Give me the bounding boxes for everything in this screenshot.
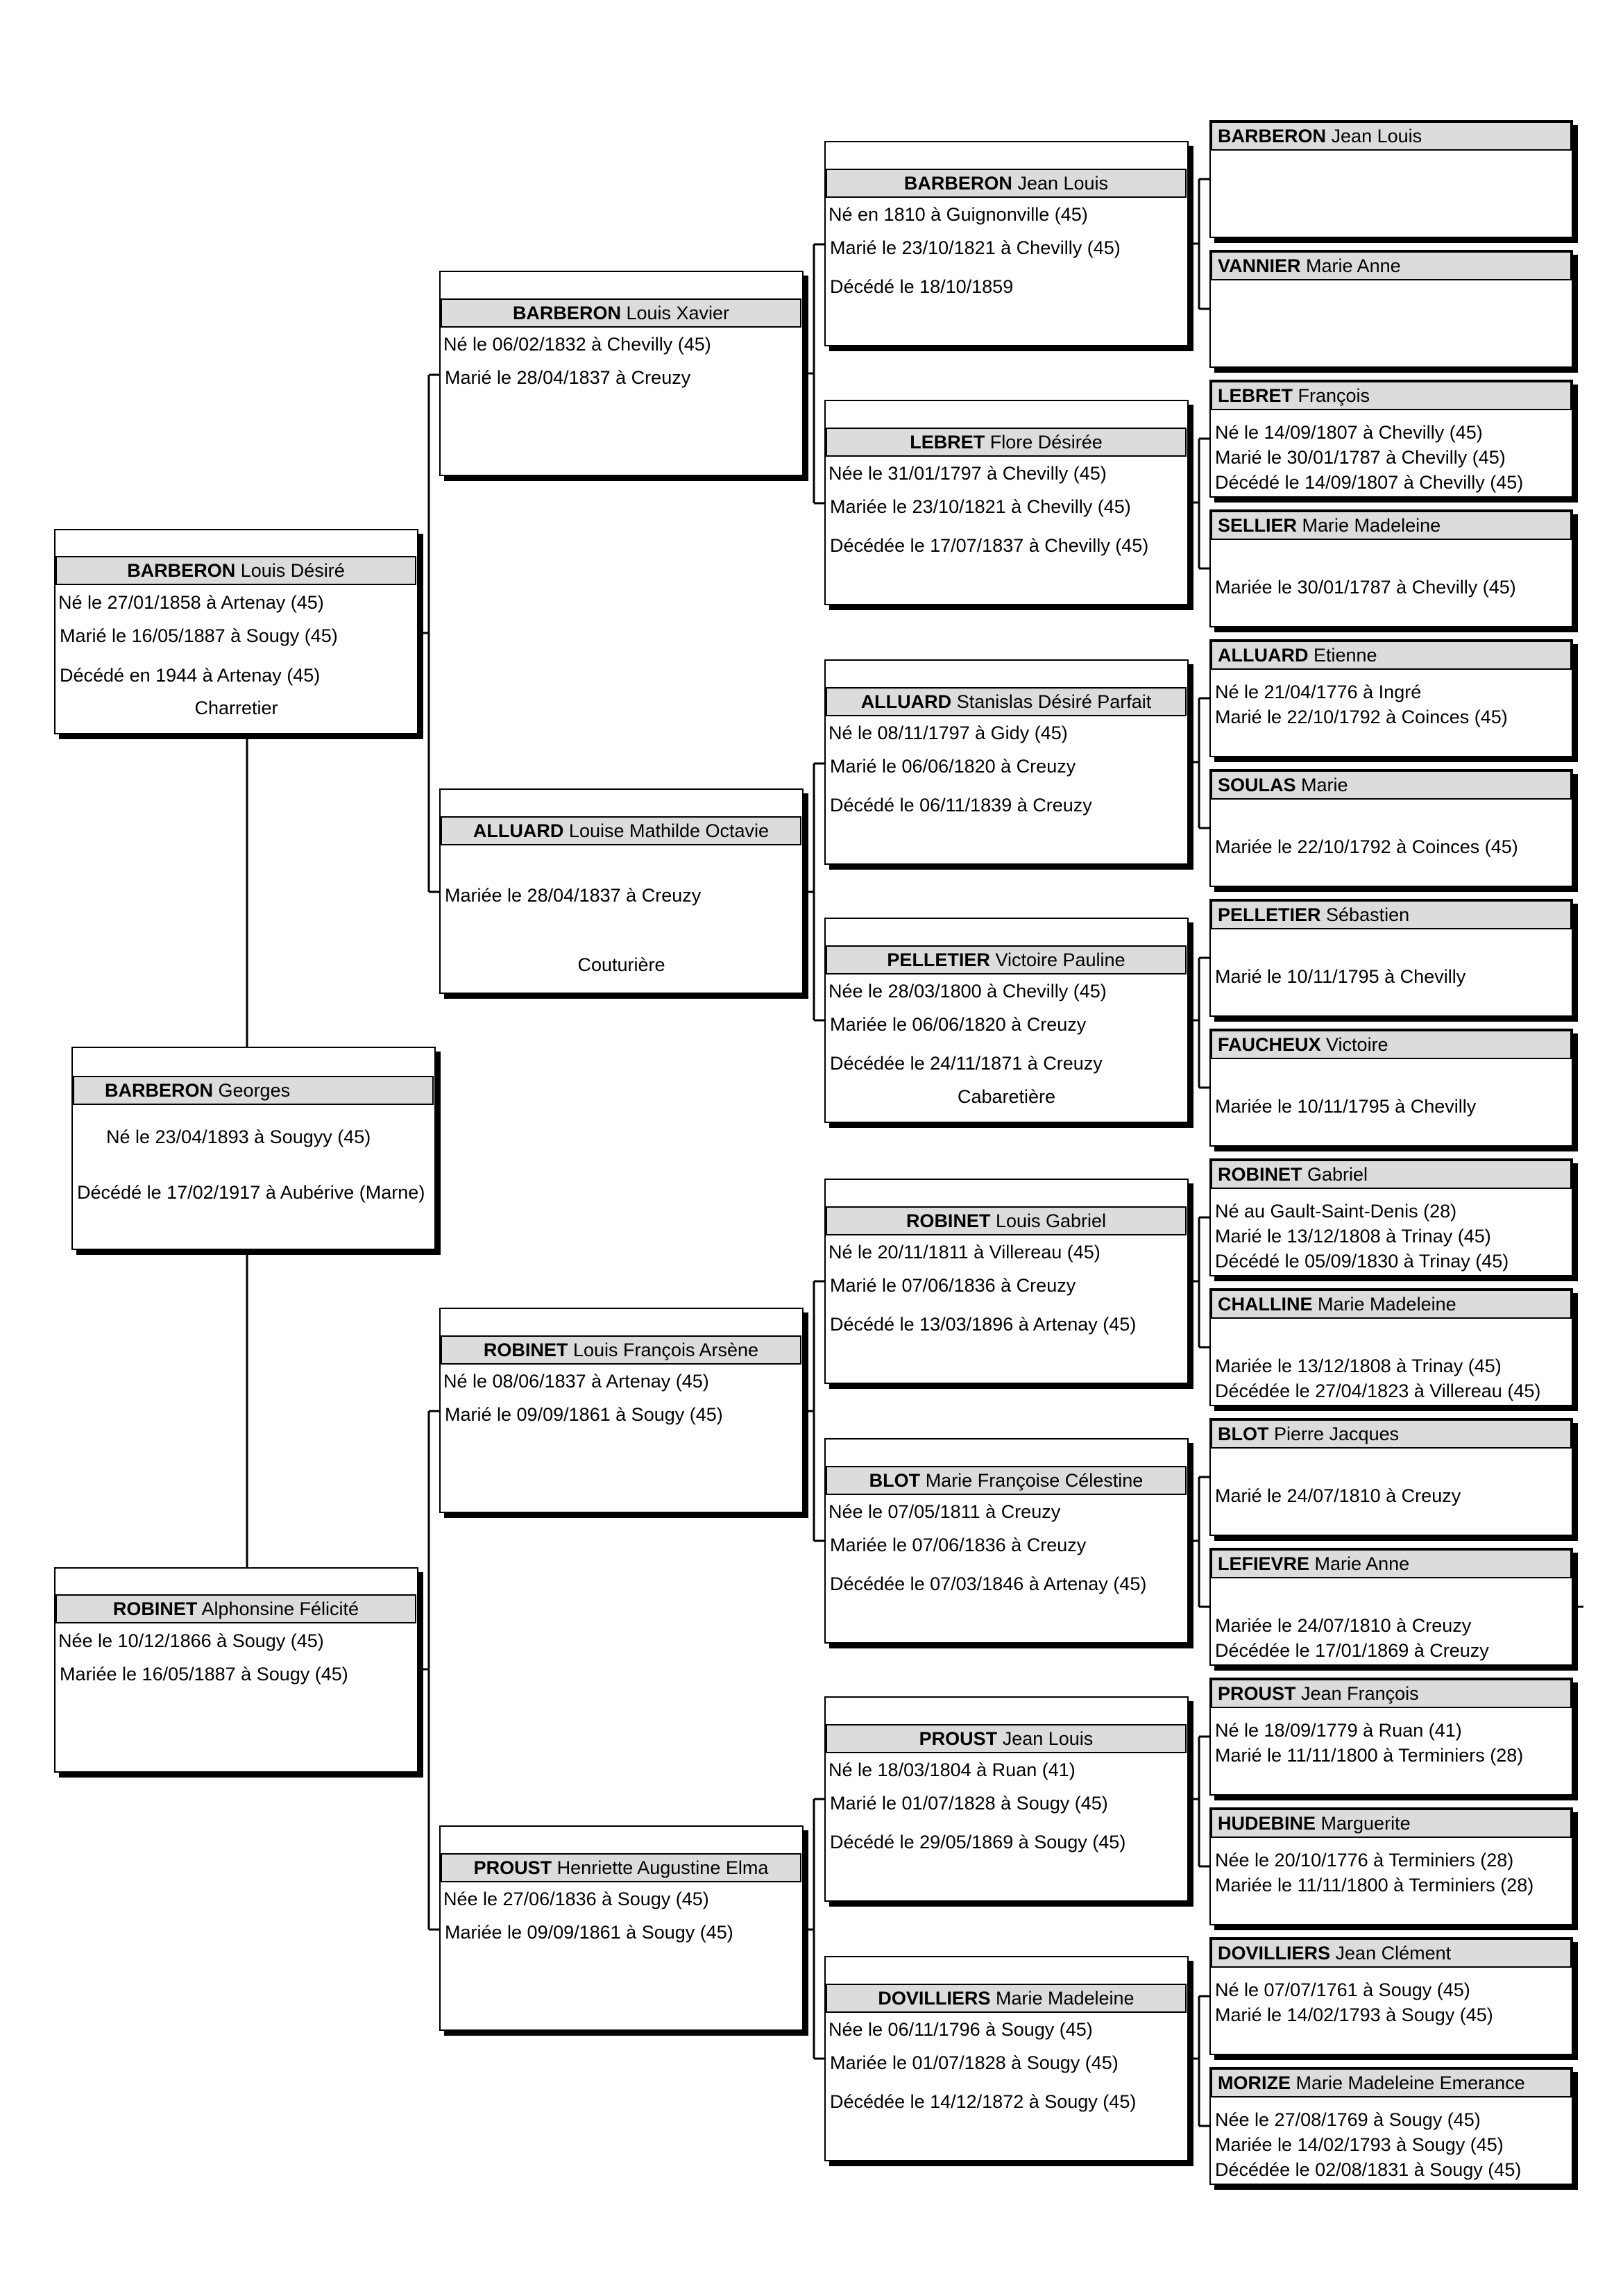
person-card-morize-marie-madeleine-emerance[interactable] — [1209, 2067, 1573, 2185]
person-name-header: SOULAS Marie — [1211, 770, 1572, 800]
birth-line: Née le 28/03/1800 à Chevilly (45) — [829, 981, 1107, 1002]
birth-line: Née le 27/08/1769 à Sougy (45) — [1215, 2109, 1481, 2130]
person-name-header: PROUST Jean François — [1211, 1679, 1572, 1708]
person-card-alluard-etienne[interactable] — [1209, 639, 1573, 757]
death-line: Décédé le 17/02/1917 à Aubérive (Marne) — [77, 1182, 425, 1203]
birth-line: Née le 27/06/1836 à Sougy (45) — [443, 1889, 709, 1909]
birth-line: Né en 1810 à Guignonville (45) — [829, 204, 1088, 225]
person-name-header: BARBERON Louis Désiré — [56, 556, 416, 585]
death-line: Décédée le 07/03/1846 à Artenay (45) — [830, 1573, 1147, 1594]
marriage-line: Marié le 16/05/1887 à Sougy (45) — [60, 625, 338, 646]
person-name-header: PROUST Jean Louis — [826, 1724, 1187, 1753]
person-name-header: PELLETIER Sébastien — [1211, 900, 1572, 929]
person-card-challine-marie-madeleine[interactable] — [1209, 1288, 1573, 1406]
birth-line: Né le 08/11/1797 à Gidy (45) — [829, 723, 1068, 743]
person-name-header: ALLUARD Stanislas Désiré Parfait — [826, 687, 1187, 716]
person-card-vannier-marie-anne[interactable] — [1209, 250, 1573, 368]
death-line: Décédée le 17/07/1837 à Chevilly (45) — [830, 535, 1149, 556]
marriage-line: Mariée le 11/11/1800 à Terminiers (28) — [1215, 1875, 1534, 1896]
death-line: Décédé le 13/03/1896 à Artenay (45) — [830, 1314, 1137, 1335]
person-name-header: BARBERON Louis Xavier — [441, 298, 801, 328]
person-card-proust-jean-louis[interactable] — [824, 1696, 1189, 1902]
person-card-barberon-jean-louis[interactable] — [824, 141, 1189, 346]
person-card-pelletier-victoire-pauline[interactable] — [824, 918, 1189, 1123]
person-name-header: DOVILLIERS Jean Clément — [1211, 1939, 1572, 1968]
marriage-line: Marié le 01/07/1828 à Sougy (45) — [830, 1793, 1108, 1814]
person-card-robinet-alphonsine-felicite[interactable] — [54, 1567, 418, 1773]
death-line: Décédée le 02/08/1831 à Sougy (45) — [1215, 2159, 1522, 2180]
birth-line: Né le 18/09/1779 à Ruan (41) — [1215, 1720, 1462, 1741]
person-card-robinet-louis-gabriel[interactable] — [824, 1179, 1189, 1384]
person-name-header: MORIZE Marie Madeleine Emerance — [1211, 2068, 1572, 2097]
person-name-header: PROUST Henriette Augustine Elma — [441, 1853, 801, 1882]
birth-line: Née le 06/11/1796 à Sougy (45) — [829, 2019, 1093, 2040]
marriage-line: Marié le 24/07/1810 à Creuzy — [1215, 1485, 1461, 1506]
marriage-line: Mariée le 16/05/1887 à Sougy (45) — [60, 1664, 348, 1685]
marriage-line: Mariée le 09/09/1861 à Sougy (45) — [445, 1922, 733, 1943]
marriage-line: Mariée le 24/07/1810 à Creuzy — [1215, 1615, 1472, 1636]
marriage-line: Mariée le 30/01/1787 à Chevilly (45) — [1215, 577, 1516, 598]
birth-line: Né le 23/04/1893 à Sougyy (45) — [106, 1126, 371, 1147]
person-name-header: BLOT Pierre Jacques — [1211, 1419, 1572, 1449]
person-card-barberon-louis-xavier[interactable] — [439, 271, 804, 476]
marriage-line: Mariée le 14/02/1793 à Sougy (45) — [1215, 2134, 1504, 2155]
death-line: Décédée le 17/01/1869 à Creuzy — [1215, 1640, 1489, 1661]
marriage-line: Marié le 23/10/1821 à Chevilly (45) — [830, 237, 1121, 258]
person-card-alluard-louise-mathilde-octavie[interactable] — [439, 788, 804, 994]
marriage-line: Marié le 13/12/1808 à Trinay (45) — [1215, 1226, 1491, 1247]
person-card-barberon-georges[interactable] — [71, 1047, 436, 1250]
person-name-header: ROBINET Gabriel — [1211, 1160, 1572, 1189]
death-line: Décédé le 06/11/1839 à Creuzy — [830, 795, 1092, 816]
marriage-line: Mariée le 22/10/1792 à Coinces (45) — [1215, 836, 1518, 857]
person-name-header: VANNIER Marie Anne — [1211, 251, 1572, 280]
person-name-header: HUDEBINE Marguerite — [1211, 1809, 1572, 1838]
marriage-line: Marié le 09/09/1861 à Sougy (45) — [445, 1404, 723, 1425]
marriage-line: Mariée le 13/12/1808 à Trinay (45) — [1215, 1356, 1502, 1376]
marriage-line: Mariée le 06/06/1820 à Creuzy — [830, 1014, 1087, 1035]
birth-line: Né le 14/09/1807 à Chevilly (45) — [1215, 422, 1483, 443]
marriage-line: Marié le 10/11/1795 à Chevilly — [1215, 966, 1466, 987]
person-name-header: LEBRET Flore Désirée — [826, 428, 1187, 457]
person-card-lebret-francois[interactable] — [1209, 380, 1573, 498]
occupation-line: Charretier — [194, 698, 278, 718]
person-card-barberon-jean-louis-gen5[interactable] — [1209, 120, 1573, 238]
birth-line: Née le 07/05/1811 à Creuzy — [829, 1501, 1061, 1522]
person-name-header: ALLUARD Louise Mathilde Octavie — [441, 816, 801, 845]
birth-line: Né le 07/07/1761 à Sougy (45) — [1215, 1980, 1470, 2000]
marriage-line: Mariée le 10/11/1795 à Chevilly — [1215, 1096, 1477, 1117]
person-card-hudebine-marguerite[interactable] — [1209, 1807, 1573, 1925]
birth-line: Né le 20/11/1811 à Villereau (45) — [829, 1242, 1101, 1263]
occupation-line: Cabaretière — [957, 1086, 1056, 1107]
death-line: Décédée le 14/12/1872 à Sougy (45) — [830, 2091, 1137, 2112]
marriage-line: Marié le 22/10/1792 à Coinces (45) — [1215, 707, 1508, 727]
marriage-line: Marié le 14/02/1793 à Sougy (45) — [1215, 2004, 1493, 2025]
person-name-header: PELLETIER Victoire Pauline — [826, 945, 1187, 974]
death-line: Décédé en 1944 à Artenay (45) — [60, 665, 321, 686]
person-card-soulas-marie[interactable] — [1209, 769, 1573, 887]
person-card-robinet-louis-francois-arsene[interactable] — [439, 1308, 804, 1513]
person-name-header: BARBERON Georges — [73, 1076, 434, 1105]
person-card-dovilliers-marie-madeleine[interactable] — [824, 1956, 1189, 2161]
person-card-alluard-stanislas-desire-parfait[interactable] — [824, 659, 1189, 865]
person-card-proust-jean-francois[interactable] — [1209, 1678, 1573, 1796]
marriage-line: Marié le 30/01/1787 à Chevilly (45) — [1215, 447, 1506, 468]
person-name-header: DOVILLIERS Marie Madeleine — [826, 1984, 1187, 2013]
death-line: Décédé le 29/05/1869 à Sougy (45) — [830, 1832, 1126, 1852]
person-card-proust-henriette-augustine-elma[interactable] — [439, 1825, 804, 2031]
marriage-line: Marié le 06/06/1820 à Creuzy — [830, 756, 1076, 777]
birth-line: Née le 20/10/1776 à Terminiers (28) — [1215, 1850, 1514, 1871]
person-name-header: LEFIEVRE Marie Anne — [1211, 1549, 1572, 1578]
person-name-header: SELLIER Marie Madeleine — [1211, 511, 1572, 540]
birth-line: Née le 31/01/1797 à Chevilly (45) — [829, 463, 1107, 484]
marriage-line: Mariée le 01/07/1828 à Sougy (45) — [830, 2052, 1119, 2073]
person-card-pelletier-sebastien[interactable] — [1209, 899, 1573, 1017]
birth-line: Né au Gault-Saint-Denis (28) — [1215, 1201, 1457, 1222]
person-card-blot-pierre-jacques[interactable] — [1209, 1418, 1573, 1536]
death-line: Décédée le 24/11/1871 à Creuzy — [830, 1053, 1103, 1074]
occupation-line: Couturière — [577, 954, 665, 975]
person-name-header: ROBINET Louis Gabriel — [826, 1206, 1187, 1235]
marriage-line: Mariée le 23/10/1821 à Chevilly (45) — [830, 496, 1131, 517]
birth-line: Né le 08/06/1837 à Artenay (45) — [443, 1371, 709, 1392]
birth-line: Né le 06/02/1832 à Chevilly (45) — [443, 334, 711, 355]
marriage-line: Mariée le 28/04/1837 à Creuzy — [445, 885, 702, 906]
death-line: Décédé le 14/09/1807 à Chevilly (45) — [1215, 472, 1524, 493]
marriage-line: Marié le 11/11/1800 à Terminiers (28) — [1215, 1745, 1524, 1766]
person-name-header: BARBERON Jean Louis — [826, 169, 1187, 198]
death-line: Décédé le 18/10/1859 — [830, 276, 1014, 297]
person-name-header: CHALLINE Marie Madeleine — [1211, 1290, 1572, 1319]
marriage-line: Marié le 28/04/1837 à Creuzy — [445, 367, 691, 388]
person-card-sellier-marie-madeleine[interactable] — [1209, 509, 1573, 627]
person-card-lebret-flore-desiree[interactable] — [824, 400, 1189, 605]
birth-line: Né le 21/04/1776 à Ingré — [1215, 682, 1422, 702]
person-name-header: FAUCHEUX Victoire — [1211, 1030, 1572, 1059]
person-name-header: BLOT Marie Françoise Célestine — [826, 1466, 1187, 1495]
person-card-dovilliers-jean-clement[interactable] — [1209, 1937, 1573, 2055]
birth-line: Née le 10/12/1866 à Sougy (45) — [58, 1630, 324, 1651]
marriage-line: Mariée le 07/06/1836 à Creuzy — [830, 1535, 1087, 1555]
death-line: Décédée le 27/04/1823 à Villereau (45) — [1215, 1381, 1541, 1401]
person-card-faucheux-victoire[interactable] — [1209, 1029, 1573, 1147]
person-name-header: ROBINET Louis François Arsène — [441, 1335, 801, 1365]
person-name-header: ROBINET Alphonsine Félicité — [56, 1594, 416, 1623]
birth-line: Né le 27/01/1858 à Artenay (45) — [58, 592, 324, 613]
person-name-header: ALLUARD Etienne — [1211, 641, 1572, 670]
death-line: Décédé le 05/09/1830 à Trinay (45) — [1215, 1251, 1509, 1272]
person-card-blot-marie-francoise-celestine[interactable] — [824, 1438, 1189, 1644]
person-card-robinet-gabriel[interactable] — [1209, 1158, 1573, 1276]
birth-line: Né le 18/03/1804 à Ruan (41) — [829, 1759, 1076, 1780]
person-name-header: BARBERON Jean Louis — [1211, 121, 1572, 151]
person-name-header: LEBRET François — [1211, 381, 1572, 410]
marriage-line: Marié le 07/06/1836 à Creuzy — [830, 1275, 1076, 1296]
person-card-lefievre-marie-anne[interactable] — [1209, 1548, 1573, 1666]
person-card-barberon-louis-desire[interactable] — [54, 529, 418, 734]
